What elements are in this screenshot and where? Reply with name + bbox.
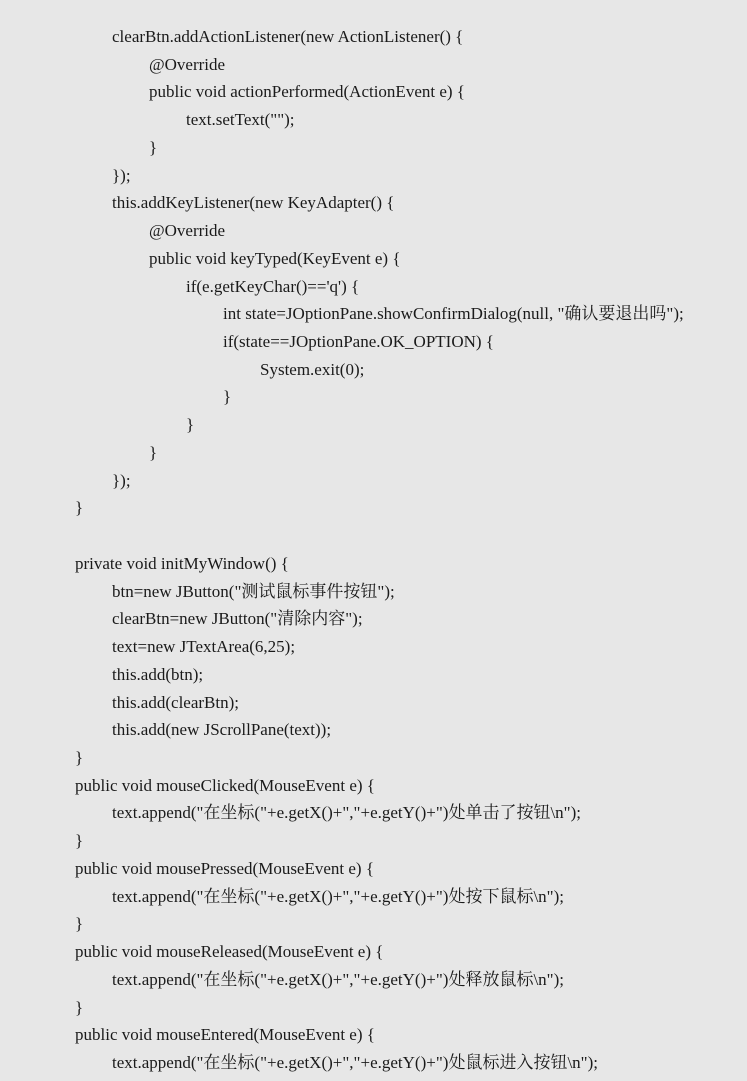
code-line: public void keyTyped(KeyEvent e) { (149, 248, 401, 268)
code-line: if(e.getKeyChar()=='q') { (186, 276, 360, 296)
code-line: this.add(clearBtn); (112, 692, 239, 712)
code-line: } (75, 914, 84, 934)
code-line: this.add(btn); (112, 664, 204, 684)
code-line: text.append("在坐标("+e.getX()+","+e.getY()+")处按下鼠标\n"); (112, 886, 564, 906)
code-line: @Override (149, 54, 226, 74)
code-line: public void actionPerformed(ActionEvent e) { (149, 82, 465, 102)
code-line: } (75, 498, 84, 518)
code-line: } (75, 747, 84, 767)
code-line: this.addKeyListener(new KeyAdapter() { (112, 193, 395, 213)
code-line: } (149, 442, 158, 462)
code-line: clearBtn.addActionListener(new ActionListener() { (112, 27, 464, 46)
code-line: @Override (149, 221, 226, 241)
code-line: clearBtn=new JButton("清除内容"); (112, 609, 363, 629)
code-line: int state=JOptionPane.showConfirmDialog(null, "确认要退出吗"); (223, 304, 684, 324)
code-line: } (149, 137, 158, 157)
code-line: }); (112, 165, 131, 185)
code-line: this.add(new JScrollPane(text)); (112, 720, 332, 740)
code-line: }); (112, 470, 131, 490)
code-line: private void initMyWindow() { (75, 553, 289, 573)
code-line: text.append("在坐标("+e.getX()+","+e.getY()+")处释放鼠标\n"); (112, 969, 564, 989)
code-line: } (186, 415, 195, 435)
code-line: } (75, 997, 84, 1017)
code-line: public void mouseClicked(MouseEvent e) { (75, 775, 375, 795)
code-line: } (223, 387, 232, 407)
code-line: text.setText(""); (186, 110, 295, 130)
code-line: public void mouseEntered(MouseEvent e) { (75, 1025, 375, 1045)
code-line: System.exit(0); (260, 359, 365, 379)
code-line: text=new JTextArea(6,25); (112, 637, 296, 657)
code-line: public void mousePressed(MouseEvent e) { (75, 858, 374, 878)
code-line: text.append("在坐标("+e.getX()+","+e.getY()+")处单击了按钮\n"); (112, 803, 581, 823)
code-line: public void mouseReleased(MouseEvent e) { (75, 942, 384, 962)
code-line: } (75, 831, 84, 851)
code-line: btn=new JButton("测试鼠标事件按钮"); (112, 581, 395, 601)
code-line: if(state==JOptionPane.OK_OPTION) { (223, 332, 494, 352)
code-line: text.append("在坐标("+e.getX()+","+e.getY()+")处鼠标进入按钮\n"); (112, 1053, 598, 1072)
